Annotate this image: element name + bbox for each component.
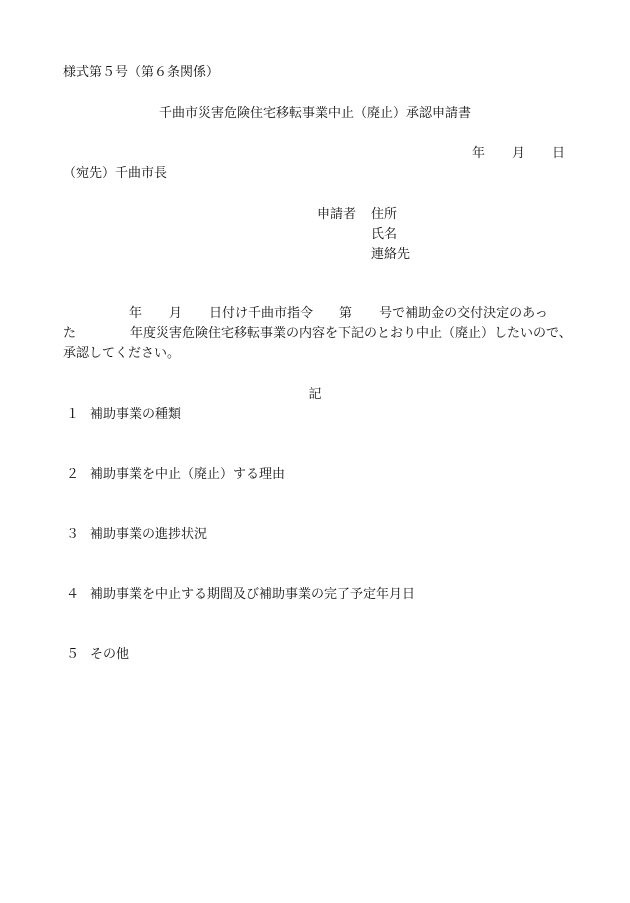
- list-item: [66, 528, 207, 541]
- item-number: １: [66, 407, 80, 422]
- body-ta: た: [63, 326, 77, 341]
- body-directive: 日付け千曲市指令: [209, 306, 314, 321]
- item-text: 補助事業の種類: [90, 407, 182, 422]
- applicant-label: 申請者: [317, 207, 357, 222]
- body-month: 月: [169, 306, 183, 321]
- form-number: 様式第５号（第６条関係）: [63, 65, 220, 80]
- item-number: ４: [66, 587, 80, 602]
- document-title: 千曲市災害危険住宅移転事業中止（廃止）承認申請書: [158, 106, 471, 121]
- item-number: ５: [66, 647, 80, 662]
- item-text: 補助事業を中止（廃止）する理由: [90, 467, 286, 482]
- applicant-address-label: 住所: [371, 207, 398, 222]
- item-text: 補助事業を中止する期間及び補助事業の完了予定年月日: [90, 587, 416, 602]
- body-line-3: 承認してください。: [63, 346, 181, 361]
- date-year: 年: [472, 146, 486, 161]
- body-line-2-rest: 年度災害危険住宅移転事業の内容を下記のとおり中止（廃止）したいので、: [130, 326, 572, 341]
- item-text: 補助事業の進捗状況: [90, 527, 208, 542]
- date-line: [472, 147, 565, 160]
- applicant-contact-label: 連絡先: [371, 247, 411, 262]
- item-number: ２: [66, 467, 80, 482]
- body-line-1-rest: 号で補助金の交付決定のあっ: [379, 306, 548, 321]
- applicant-name-label: 氏名: [371, 227, 398, 242]
- list-item: [66, 588, 415, 601]
- body-dai: 第: [339, 306, 353, 321]
- date-day: 日: [552, 146, 566, 161]
- date-month: 月: [512, 146, 526, 161]
- ki-heading: 記: [308, 387, 322, 402]
- item-number: ３: [66, 527, 80, 542]
- body-line-2: [63, 327, 572, 340]
- addressee: （宛先）千曲市長: [63, 166, 168, 181]
- list-item: [66, 468, 285, 481]
- body-year: 年: [129, 306, 143, 321]
- list-item: [66, 408, 181, 421]
- item-text: その他: [90, 647, 130, 662]
- list-item: [66, 648, 129, 661]
- body-line-1: [63, 307, 548, 320]
